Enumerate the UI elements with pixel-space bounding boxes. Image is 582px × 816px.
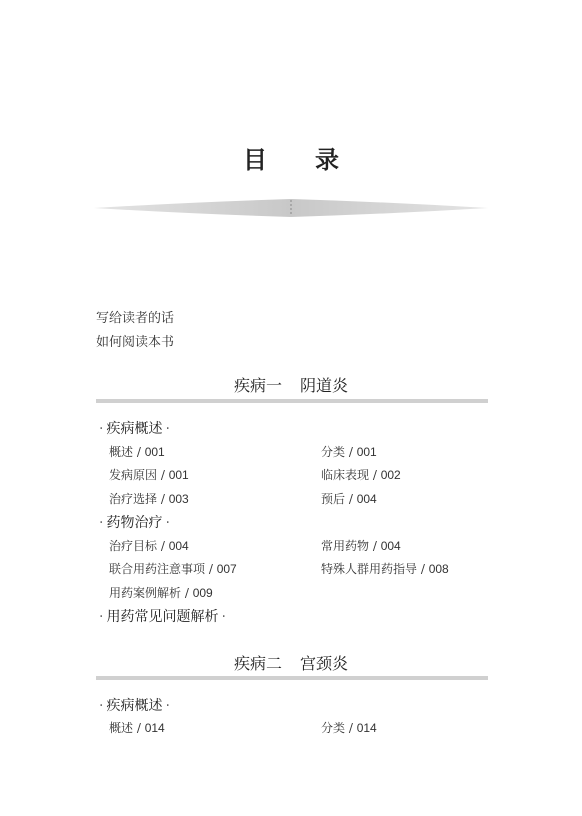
chapter-heading[interactable] — [0, 373, 582, 396]
chapter-number: 疾病一 — [233, 376, 282, 395]
toc-entry[interactable]: 概述 / 014 — [109, 721, 165, 735]
section-heading[interactable]: · 疾病概述 · — [99, 698, 170, 714]
toc-entry[interactable]: 分类 / 001 — [321, 445, 377, 459]
toc-entry[interactable]: 治疗目标 / 004 — [109, 539, 189, 553]
toc-entry[interactable]: 用药案例解析 / 009 — [109, 586, 213, 600]
chapter-heading[interactable] — [0, 651, 582, 674]
toc-title-char-2: 录 — [315, 145, 339, 174]
chapter-name: 宫颈炎 — [300, 654, 349, 673]
toc-entry[interactable]: 常用药物 / 004 — [321, 539, 401, 553]
chapter-number: 疾病二 — [233, 654, 282, 673]
chapter-rule — [96, 676, 488, 680]
chapter-name: 阴道炎 — [300, 376, 349, 395]
toc-title — [0, 140, 582, 175]
toc-entry[interactable]: 特殊人群用药指导 / 008 — [321, 562, 449, 576]
toc-entry[interactable]: 治疗选择 / 003 — [109, 492, 189, 506]
section-title: 疾病概述 — [106, 421, 163, 437]
front-matter-item-preface[interactable]: 写给读者的话 — [96, 311, 175, 326]
chapter-rule — [96, 399, 488, 403]
toc-entry[interactable]: 概述 / 001 — [109, 445, 165, 459]
front-matter-item-how-to-read[interactable]: 如何阅读本书 — [96, 335, 175, 350]
section-heading[interactable]: · 药物治疗 · — [99, 515, 170, 531]
toc-title-char-1: 目 — [243, 145, 267, 174]
toc-entry[interactable]: 预后 / 004 — [321, 492, 377, 506]
section-title: 药物治疗 — [106, 515, 163, 531]
decorative-divider — [94, 198, 488, 218]
section-heading[interactable]: · 疾病概述 · — [99, 421, 170, 437]
section-title: 用药常见问题解析 — [106, 609, 219, 625]
section-title: 疾病概述 — [106, 698, 163, 714]
toc-entry[interactable]: 分类 / 014 — [321, 721, 377, 735]
section-heading[interactable]: · 用药常见问题解析 · — [99, 609, 226, 625]
toc-entry[interactable]: 联合用药注意事项 / 007 — [109, 562, 237, 576]
toc-entry[interactable]: 临床表现 / 002 — [321, 468, 401, 482]
toc-entry[interactable]: 发病原因 / 001 — [109, 468, 189, 482]
